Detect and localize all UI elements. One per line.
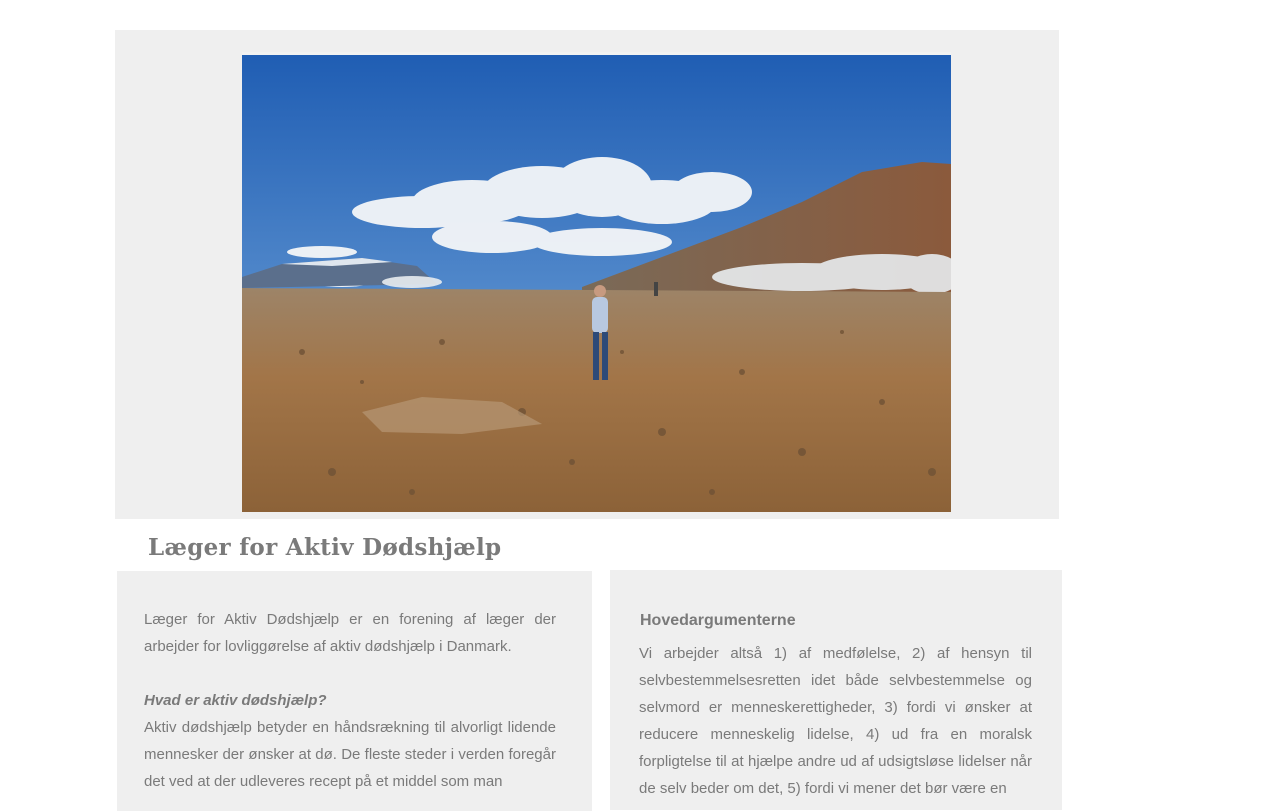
arguments-paragraph: Vi arbejder altså 1) af medfølelse, 2) af hensyn til selvbestemmelsesretten idet både selvbestemmelse og selvmord er menneskerettigheder, 3) fordi vi ønsker at reducere menneskelig lidelse, 4) ud fra en moralsk forpligtelse til at hjælpe andre ud af udsigtsløse lidelser når de selv beder om det, 5) fordi vi mener det bør være en xyxy=(639,645,1032,797)
spacer xyxy=(144,660,556,687)
intro-panel xyxy=(117,571,592,811)
site-title: Læger for Aktiv Dødshjælp xyxy=(148,534,502,561)
hero-panel xyxy=(115,30,1059,519)
intro-question: Hvad er aktiv dødshjælp? xyxy=(144,692,327,709)
arguments-panel xyxy=(610,570,1062,810)
intro-answer: Aktiv dødshjælp betyder en håndsrækning til alvorligt lidende mennesker der ønsker at dø. De fleste steder i verden foregår det ved at der udleveres recept på et middel som man xyxy=(144,719,556,790)
landscape-photo-icon xyxy=(242,52,951,512)
arguments-heading: Hovedargumenterne xyxy=(640,612,796,629)
hero-image xyxy=(242,52,951,512)
intro-paragraph: Læger for Aktiv Dødshjælp er en forening af læger der arbejder for lovliggørelse af aktiv dødshjælp i Danmark. xyxy=(144,611,556,655)
